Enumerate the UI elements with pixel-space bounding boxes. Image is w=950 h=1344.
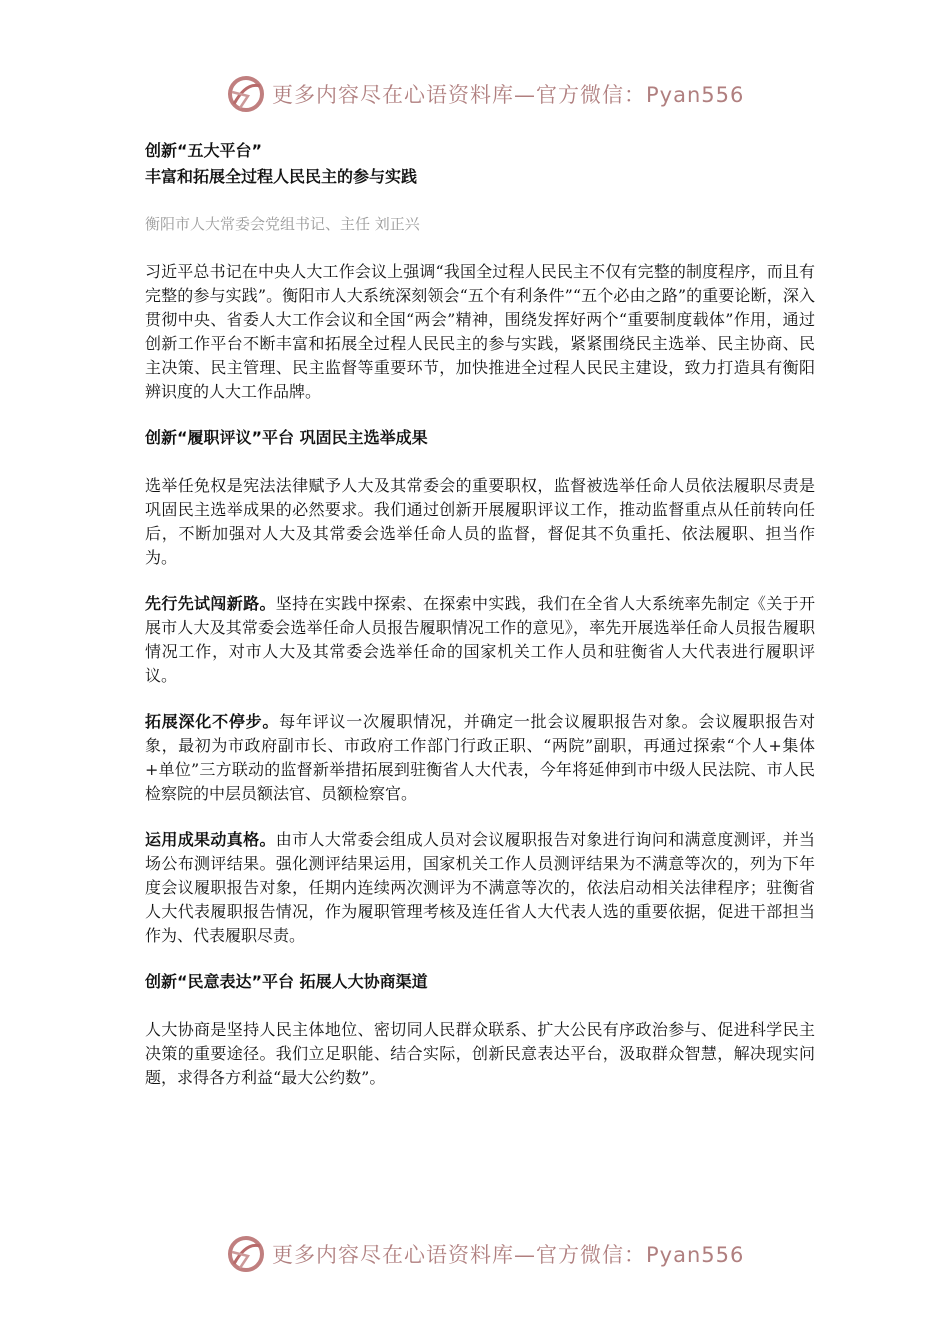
article-title-line2: 丰富和拓展全过程人民民主的参与实践 [145, 167, 418, 186]
section1-point2 [145, 710, 815, 806]
point-lead: 运用成果动真格。 [145, 830, 276, 849]
logo-icon [226, 1234, 266, 1274]
point-lead: 先行先试闯新路。 [145, 594, 276, 613]
section1-point1 [145, 592, 815, 688]
section1-point3 [145, 828, 815, 948]
article [145, 138, 815, 1112]
point-lead: 拓展深化不停步。 [145, 712, 280, 731]
intro-paragraph: 习近平总书记在中央人大工作会议上强调“我国全过程人民民主不仅有完整的制度程序，而且有完整的参与实践”。衡阳市人大系统深刻领会“五个有利条件”“五个必由之路”的重要论断，深入贯彻中央、省委人大工作会议和全国“两会”精神，围绕发挥好两个“重要制度载体”作用，通过创新工作平台不断丰富和拓展全过程人民民主的参与实践，紧紧围绕民主选举、民主协商、民主决策、民主管理、民主监督等重要环节，加快推进全过程人民民主建设，致力打造具有衡阳辨识度的人大工作品牌。 [145, 262, 815, 401]
point-text: 坚持在实践中探索、在探索中实践，我们在全省人大系统率先制定《关于开展市人大及其常委会选举任命人员报告履职情况工作的意见》，率先开展选举任命人员报告履职情况工作，对市人大及其常委会选举任命的国家机关工作人员和驻衡省人大代表进行履职评议。 [145, 594, 815, 685]
section1-paragraph: 选举任免权是宪法法律赋予人大及其常委会的重要职权，监督被选举任命人员依法履职尽责是巩固民主选举成果的必然要求。我们通过创新开展履职评议工作，推动监督重点从任前转向任后，不断加强对人大及其常委会选举任命人员的监督，督促其不负重托、依法履职、担当作为。 [145, 476, 815, 567]
article-author: 衡阳市人大常委会党组书记、主任 刘正兴 [145, 215, 420, 233]
watermark-banner-bottom [226, 1232, 744, 1276]
section1-heading: 创新“履职评议”平台 巩固民主选举成果 [145, 428, 428, 447]
watermark-banner-top [226, 72, 744, 116]
section2-paragraph: 人大协商是坚持人民主体地位、密切同人民群众联系、扩大公民有序政治参与、促进科学民主决策的重要途径。我们立足职能、结合实际，创新民意表达平台，汲取群众智慧，解决现实问题，求得各方利益“最大公约数”。 [145, 1020, 815, 1087]
watermark-text: 更多内容尽在心语资料库—官方微信：Pyan556 [272, 83, 745, 107]
section2-heading: 创新“民意表达”平台 拓展人大协商渠道 [145, 972, 428, 991]
point-text: 由市人大常委会组成人员对会议履职报告对象进行询问和满意度测评，并当场公布测评结果。强化测评结果运用，国家机关工作人员测评结果为不满意等次的，列为下年度会议履职报告对象，任期内连续两次测评为不满意等次的，依法启动相关法律程序；驻衡省人大代表履职报告情况，作为履职管理考核及连任省人大代表人选的重要依据，促进干部担当作为、代表履职尽责。 [145, 830, 815, 945]
watermark-text: 更多内容尽在心语资料库—官方微信：Pyan556 [272, 1243, 745, 1267]
article-title-line1: 创新“五大平台” [145, 141, 263, 160]
point-text: 每年评议一次履职情况，并确定一批会议履职报告对象。会议履职报告对象，最初为市政府副市长、市政府工作部门行政正职、“两院”副职，再通过探索“个人+集体+单位”三方联动的监督新举措拓展到驻衡省人大代表，今年将延伸到市中级人民法院、市人民检察院的中层员额法官、员额检察官。 [145, 712, 815, 803]
logo-icon [226, 74, 266, 114]
